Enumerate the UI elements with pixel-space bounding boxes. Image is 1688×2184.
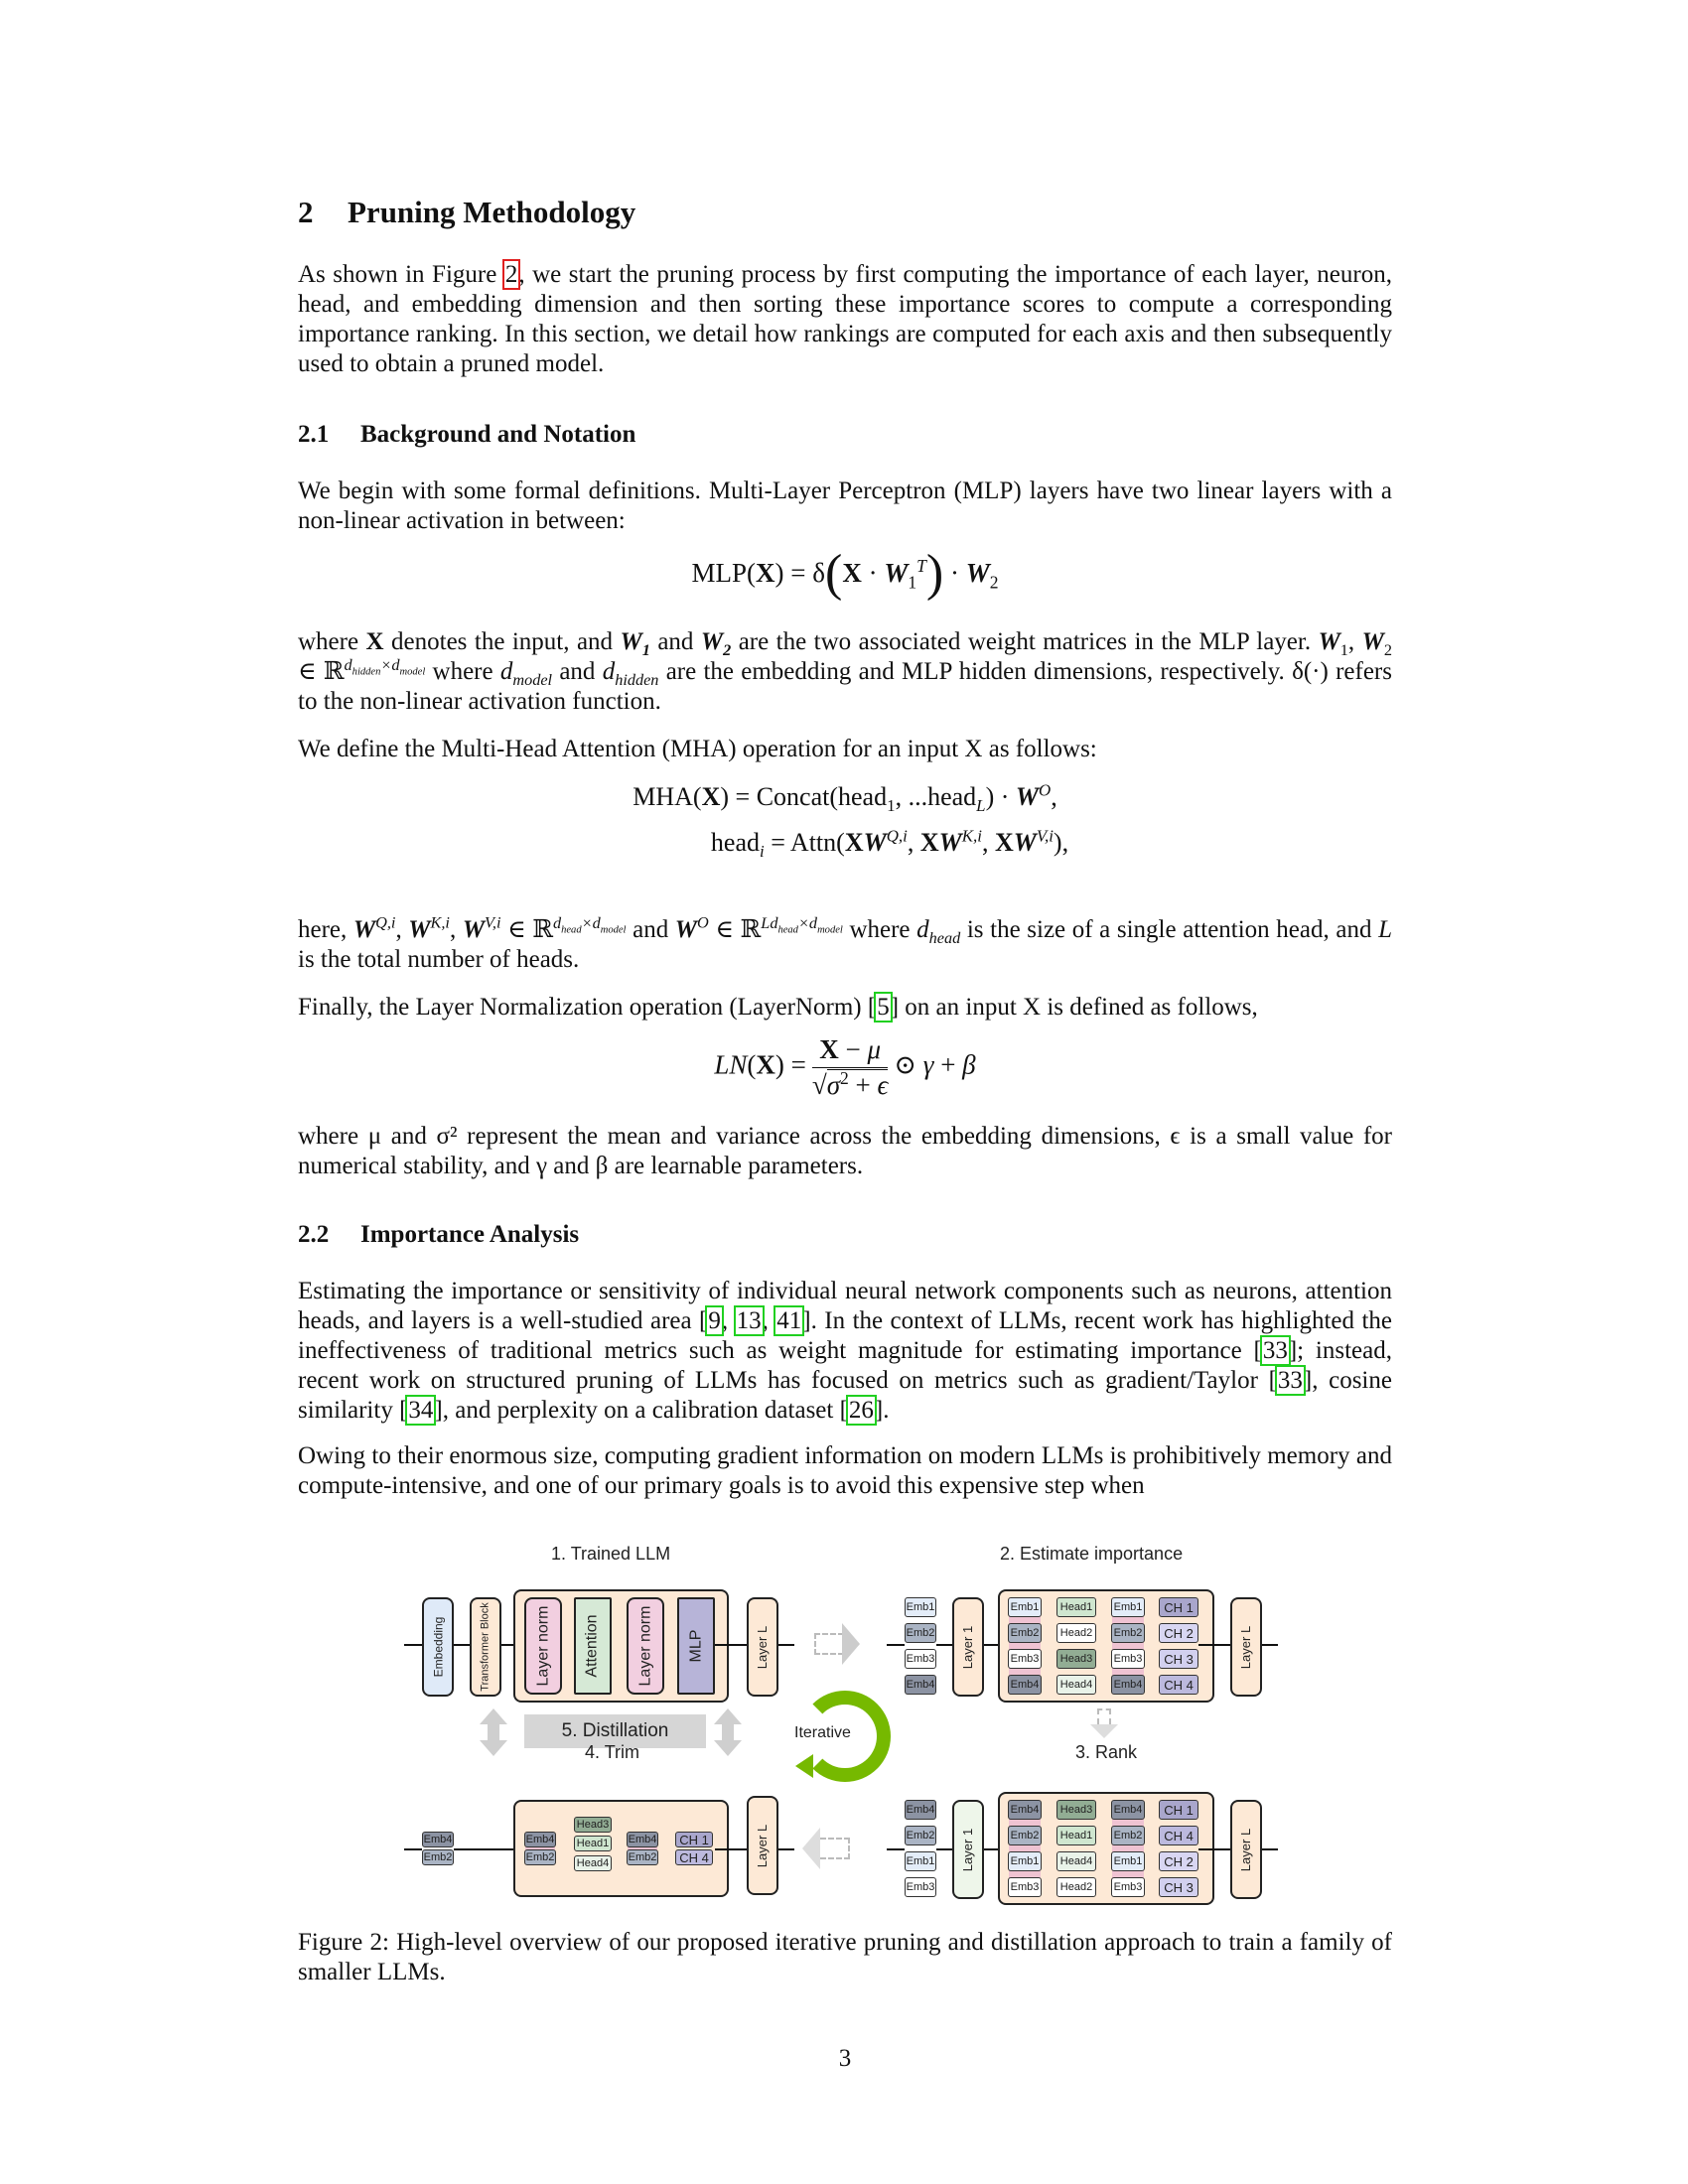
- rank-emb-cell: Emb3: [905, 1877, 936, 1897]
- label: Layer L: [1238, 1828, 1254, 1871]
- layer-l-block: [747, 1597, 778, 1697]
- text: refers to the non-linear activation function.: [298, 658, 1392, 715]
- step1-title: 1. Trained LLM: [551, 1544, 671, 1564]
- rank-emb-cell: Emb4: [905, 1800, 936, 1820]
- arrow: [778, 1848, 794, 1850]
- estimate-ln-cell: Emb1: [1008, 1597, 1042, 1617]
- label: Transformer Block: [480, 1602, 492, 1692]
- layer-1-block: [952, 1800, 984, 1899]
- layernorm-equation: LN(X) = $\frac{X - \mu}{√\sigma^2 + \epsilon}$ ⊙ γ + β: [714, 1034, 976, 1100]
- mha-where-paragraph: here, $W^{Q,i}$, $W^{K,i}$, $W^{V,i}$ ∈ ℝ$^{d_{head}\times d_{model}}$ and $W^O$ ∈ ℝ$^{Ld_{head}\times d_{model}}$ where $d_{head}$ is the size of a single attention head, and L is the total number of heads.: [298, 913, 1392, 973]
- mha-intro-paragraph: We define the Multi-Head Attention (MHA) operation for an input X as follows:: [298, 736, 1097, 762]
- trim-ln-cell: Emb2: [525, 1851, 555, 1863]
- text: Estimating the importance or sensitivity of individual neural network components such as neurons, attention heads, and layers is a well-studied area [: [298, 1278, 1392, 1334]
- text: ]; instead, recent work on structured pruning of LLMs has focused on metrics such as gradient/Taylor [: [298, 1337, 1392, 1394]
- arrow: [1262, 1848, 1278, 1850]
- estimate-emb-cell: Emb4: [905, 1675, 936, 1695]
- up-arrow-icon: [714, 1708, 742, 1724]
- arrow: [1198, 1644, 1230, 1646]
- text: is the size of a single attention head, and: [960, 916, 1379, 943]
- text: ]. In the context of LLMs, recent work has highlighted the ineffectiveness of traditional metrics such as weight magnitude for estimating importance [: [298, 1307, 1393, 1364]
- estimate-ln2-cell: Emb2: [1111, 1623, 1145, 1643]
- arrow: [984, 1848, 998, 1850]
- arrow: [984, 1644, 998, 1646]
- rank-head-cell: Head1: [1056, 1826, 1096, 1845]
- rank-ln-cell: Emb3: [1008, 1877, 1042, 1897]
- figure-caption: Figure 2: High-level overview of our proposed iterative pruning and distillation approach to train a family of smaller LLMs.: [298, 1929, 1392, 1985]
- intro-text: As shown in Figure: [298, 261, 504, 288]
- trim-ch-cell: CH 1: [675, 1832, 713, 1847]
- text: and: [649, 628, 701, 655]
- estimate-ln-cell: Emb4: [1008, 1675, 1042, 1695]
- estimate-head-cell: Head4: [1056, 1675, 1096, 1695]
- trim-emb-cell: Emb2: [423, 1851, 453, 1863]
- estimate-ch-cell: CH 4: [1159, 1675, 1198, 1695]
- label: Layer 1: [960, 1828, 976, 1871]
- text: ], cosine similarity [: [298, 1367, 1392, 1424]
- citation-link[interactable]: 5: [877, 994, 890, 1021]
- citation-link[interactable]: 41: [776, 1307, 802, 1334]
- rank-ln-cell: Emb4: [1008, 1800, 1042, 1820]
- text: on an input X is defined as follows,: [899, 994, 1258, 1021]
- rank-ln2-cell: Emb3: [1111, 1877, 1145, 1897]
- transformer-block: [470, 1597, 501, 1697]
- mlp-equation: $MLP(X) = \delta(X \cdot W_1^T) \cdot W_2$: [691, 545, 999, 602]
- ln-where-paragraph: where μ and σ² represent the mean and variance across the embedding dimensions, ϵ is a small value for numerical stability, and γ and β are learnable parameters.: [298, 1123, 1392, 1179]
- figure-2-diagram: [412, 1544, 1286, 1901]
- estimate-ln2-cell: Emb3: [1111, 1649, 1145, 1669]
- page-number: 3: [838, 2045, 852, 2072]
- up-arrow-icon: [480, 1708, 507, 1724]
- citation-link[interactable]: 34: [408, 1397, 434, 1424]
- estimate-ln2-cell: Emb1: [1111, 1597, 1145, 1617]
- arrow-shaft: [722, 1724, 734, 1740]
- arrow: [404, 1848, 422, 1850]
- estimate-head-cell: Head2: [1056, 1623, 1096, 1643]
- citation-link[interactable]: 9: [708, 1307, 721, 1334]
- arrow: [715, 1848, 747, 1850]
- layer-norm-block: [524, 1597, 562, 1695]
- citation-link[interactable]: 26: [848, 1397, 874, 1424]
- label: Layer norm: [534, 1605, 552, 1687]
- text: here,: [298, 916, 353, 943]
- arrow-shaft: [488, 1724, 499, 1740]
- estimate-head-cell: Head1: [1056, 1597, 1096, 1617]
- text: where: [425, 658, 500, 685]
- subsection-number: 2.2: [298, 1221, 330, 1248]
- estimate-ch-cell: CH 1: [1159, 1597, 1198, 1617]
- rank-ln-cell: Emb1: [1008, 1851, 1042, 1871]
- layer-norm-block: [627, 1597, 664, 1695]
- rank-emb-cell: Emb1: [905, 1851, 936, 1871]
- trim-head-cell: Head1: [574, 1836, 612, 1851]
- text: and: [626, 916, 675, 943]
- text: are the embedding and MLP hidden dimensions, respectively.: [658, 658, 1293, 685]
- text: and: [552, 658, 603, 685]
- step2-title: 2. Estimate importance: [1000, 1544, 1184, 1564]
- rank-head-cell: Head3: [1056, 1800, 1096, 1820]
- citation-link[interactable]: 33: [1277, 1367, 1303, 1394]
- down-arrow-icon: [480, 1740, 507, 1756]
- trim-head-cell: Head3: [574, 1817, 612, 1833]
- rank-ch-cell: CH 1: [1159, 1800, 1198, 1820]
- figure-ref-link[interactable]: 2: [504, 261, 518, 288]
- text: Finally, the Layer Normalization operation (LayerNorm): [298, 994, 868, 1021]
- layer-1-block: [952, 1597, 984, 1697]
- text: is the total number of heads.: [298, 946, 580, 973]
- rank-ln2-cell: Emb2: [1111, 1826, 1145, 1845]
- step3-title: 3. Rank: [1075, 1742, 1138, 1762]
- arrow: [936, 1848, 952, 1850]
- estimate-ln-cell: Emb2: [1008, 1623, 1042, 1643]
- trim-ln-cell: Emb4: [525, 1834, 555, 1845]
- step4-title: 4. Trim: [585, 1742, 640, 1762]
- citation-link[interactable]: 33: [1262, 1337, 1288, 1364]
- citation-link[interactable]: 13: [736, 1307, 762, 1334]
- estimate-ln-cell: Emb3: [1008, 1649, 1042, 1669]
- importance-paragraph: Estimating the importance or sensitivity of individual neural network components such as neurons, attention heads, and layers is a well-studied area [9, 13, 41]. In the context of LLMs, recent work has highlighted the ineffectiveness of traditional metrics such as weight magnitude for estimating importance [33]; instead, recent work on structured pruning of LLMs has focused on metrics such as gradient/Taylor [33], cosine similarity [34], and perplexity on a calibration dataset [26].: [298, 1278, 1393, 1424]
- mha-equation: MHA(X) = Concat(head$_1$, ...head$_L$) · $W^O$,: [633, 780, 1057, 816]
- arrow: [501, 1644, 513, 1646]
- arrow: [454, 1644, 470, 1646]
- dashed-arrow-down-icon: [1097, 1708, 1111, 1724]
- mlp-block: [677, 1597, 715, 1695]
- trim-ln2-cell: Emb2: [628, 1851, 657, 1863]
- rank-head-cell: Head4: [1056, 1851, 1096, 1871]
- rank-head-cell: Head2: [1056, 1877, 1096, 1897]
- arrow: [454, 1848, 513, 1850]
- section-number: 2: [298, 195, 314, 229]
- label: Layer L: [755, 1625, 771, 1669]
- intro-text-rest: , we start the pruning process by first computing the importance of each layer, neuron, head, and embedding dimension and then sorting these importance scores to compute a corresponding importance ranking. In this section, we detail how rankings are computed for each axis and then subsequently used to obtain a pruned model.: [298, 261, 1392, 377]
- distillation-label: 5. Distillation: [524, 1714, 706, 1748]
- arrow: [1262, 1644, 1278, 1646]
- estimate-emb-cell: Emb1: [905, 1597, 936, 1617]
- trim-ln2-cell: Emb4: [628, 1834, 657, 1845]
- estimate-emb-cell: Emb2: [905, 1623, 936, 1643]
- label: Embedding: [431, 1616, 445, 1678]
- rank-ln2-cell: Emb1: [1111, 1851, 1145, 1871]
- arrow: [715, 1644, 747, 1646]
- head-equation: head$_i$ = $Attn(XW^{Q,i}$, $XW^{K,i}$, $XW^{V,i}$),: [710, 826, 1069, 862]
- rank-emb-cell: Emb2: [905, 1826, 936, 1845]
- mlp-intro-paragraph: We begin with some formal definitions. Multi-Layer Perceptron (MLP) layers have two linear layers with a non-linear activation in between:: [298, 478, 1392, 534]
- rank-ln2-cell: Emb4: [1111, 1800, 1145, 1820]
- estimate-emb-cell: Emb3: [905, 1649, 936, 1669]
- subsection-title: Importance Analysis: [360, 1221, 580, 1248]
- text: ].: [874, 1397, 890, 1424]
- arrow: [778, 1644, 794, 1646]
- arrow: [936, 1644, 952, 1646]
- dashed-arrow-right-icon: [814, 1633, 844, 1655]
- attention-block: [574, 1597, 612, 1695]
- text: where: [298, 628, 366, 655]
- cycle-arrowhead: [795, 1754, 813, 1778]
- trim-ch-cell: CH 4: [675, 1849, 713, 1865]
- subsection-heading-2-1: [298, 421, 635, 449]
- embedding-block: [422, 1597, 454, 1697]
- dashed-arrow-left-icon: [820, 1838, 850, 1859]
- label: Layer norm: [636, 1605, 654, 1687]
- label: Attention: [584, 1614, 601, 1678]
- rank-ch-cell: CH 3: [1159, 1877, 1198, 1897]
- arrow: [887, 1644, 905, 1646]
- label: Layer L: [1238, 1625, 1254, 1669]
- layer-l-block: [747, 1796, 778, 1895]
- ln-intro-paragraph: Finally, the Layer Normalization operation (LayerNorm) [5] on an input X is defined as follows,: [298, 994, 1258, 1021]
- estimate-ln2-cell: Emb4: [1111, 1675, 1145, 1695]
- layer-l-block: [1230, 1597, 1262, 1697]
- estimate-ch-cell: CH 2: [1159, 1623, 1198, 1643]
- arrow: [404, 1644, 422, 1646]
- text: are the two associated weight matrices in the MLP layer.: [731, 628, 1319, 655]
- iterative-label: Iterative: [794, 1724, 851, 1741]
- dashed-arrow-head: [1090, 1724, 1118, 1738]
- estimate-head-cell: Head3: [1056, 1649, 1096, 1669]
- owing-paragraph: Owing to their enormous size, computing gradient information on modern LLMs is prohibitively memory and compute-intensive, and one of our primary goals is to avoid this expensive step when: [298, 1442, 1392, 1499]
- arrow: [887, 1848, 905, 1850]
- text: denotes the input, and: [383, 628, 621, 655]
- estimate-ch-cell: CH 3: [1159, 1649, 1198, 1669]
- intro-paragraph: [298, 260, 1392, 379]
- trim-emb-cell: Emb4: [423, 1834, 453, 1845]
- dashed-arrow-head: [842, 1623, 860, 1665]
- layer-l-block: [1230, 1800, 1262, 1899]
- rank-ch-cell: CH 4: [1159, 1826, 1198, 1845]
- rank-ch-cell: CH 2: [1159, 1851, 1198, 1871]
- section-title: Pruning Methodology: [348, 195, 636, 229]
- subsection-title: Background and Notation: [360, 421, 636, 448]
- mlp-where-paragraph: where X denotes the input, and $W_1$ and $W_2$ are the two associated weight matrices in the MLP layer. $W_1$, $W_2$ ∈ ℝ$^{d_{hidden}\times d_{model}}$ where $d_{model}$ and $d_{hidden}$ are the embedding and MLP hidden dimensions, respectively. δ(·) refers to the non-linear activation function.: [298, 628, 1392, 715]
- label: Layer L: [755, 1824, 771, 1867]
- down-arrow-icon: [714, 1740, 742, 1756]
- subsection-heading-2-2: [298, 1221, 579, 1249]
- subsection-number: 2.1: [298, 421, 330, 448]
- trim-head-cell: Head4: [574, 1855, 612, 1871]
- section-heading: [298, 195, 635, 230]
- label: MLP: [687, 1629, 704, 1663]
- rank-ln-cell: Emb2: [1008, 1826, 1042, 1845]
- text: where: [842, 916, 917, 943]
- label: Layer 1: [960, 1625, 976, 1669]
- arrow: [1198, 1848, 1230, 1850]
- text: ], and perplexity on a calibration dataset [: [434, 1397, 848, 1424]
- dashed-arrow-head: [802, 1828, 820, 1869]
